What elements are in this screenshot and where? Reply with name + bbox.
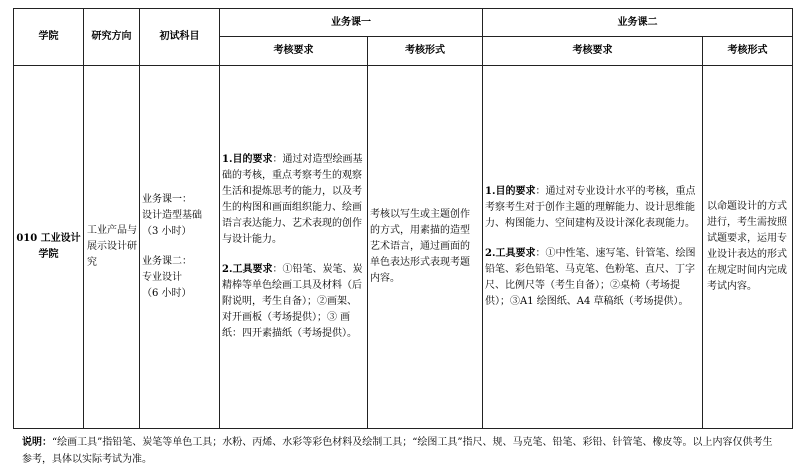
course1-tool-label: 2.工具要求: [222, 264, 273, 275]
header-course2-req: 考核要求: [483, 37, 703, 66]
header-course1-req: 考核要求: [220, 37, 368, 66]
course2-form-cell: 以命题设计的方式进行，考生需按照试题要求，运用专业设计表达的形式在规定时间内完成考试内容。: [703, 66, 793, 429]
exam1-name: 设计造型基础: [142, 210, 202, 221]
header-direction: 研究方向: [84, 9, 140, 66]
exam2-title: 业务课二：: [142, 256, 192, 267]
course1-goal-label: 1.目的要求: [222, 154, 273, 165]
exam2: [142, 254, 217, 302]
exam1-title: 业务课一：: [142, 194, 192, 205]
course1-tool-text: ：①铅笔、炭笔、炭精棒等单色绘画工具及材料（后附说明，考生自备）；②画架、对开画板（考场提供）；③ 画纸：四开素描纸（考场提供）。: [222, 264, 363, 339]
course1-form-cell: 考核以写生或主题创作的方式，用素描的造型艺术语言，通过画面的单色表达形式表现考题内容。: [368, 66, 483, 429]
course2-tool-label: 2.工具要求: [485, 248, 536, 259]
header-course1: 业务课一: [220, 9, 483, 37]
header-course2: 业务课二: [483, 9, 793, 37]
footnote-text: “绘画工具”指铅笔、炭笔等单色工具；水粉、丙烯、水彩等彩色材料及绘制工具；“绘图工具”指尺、规、马克笔、铅笔、彩铅、针管笔、橡皮等。以上内容仅供考生参考，具体以实际考试为准。: [22, 437, 773, 465]
course2-goal: [485, 184, 698, 232]
course2-req-cell: [483, 66, 703, 429]
footnote: [22, 434, 782, 468]
direction-cell: 工业产品与展示设计研究: [84, 66, 140, 429]
header-college: 学院: [14, 9, 84, 66]
course1-req-cell: [220, 66, 368, 429]
exam1-time: （3 小时）: [142, 226, 192, 237]
course2-goal-text: ：通过对专业设计水平的考核，重点考察考生对于创作主题的理解能力、设计思维能力、构图能力、空间建构及设计深化表现能力。: [485, 186, 696, 229]
course1-tool: [222, 262, 363, 342]
header-course1-form: 考核形式: [368, 37, 483, 66]
header-first-exam: 初试科目: [140, 9, 220, 66]
table-row: [14, 66, 793, 429]
header-course2-form: 考核形式: [703, 37, 793, 66]
course2-goal-label: 1.目的要求: [485, 186, 536, 197]
exam1: [142, 192, 217, 240]
first-exam-cell: [140, 66, 220, 429]
college-cell: 010 工业设计学院: [14, 66, 84, 429]
footnote-label: 说明：: [22, 437, 52, 448]
exam2-time: （6 小时）: [142, 288, 192, 299]
exam-table: [13, 8, 793, 429]
course1-goal: [222, 152, 363, 248]
course1-goal-text: ：通过对造型绘画基础的考核，重点考察考生的观察生活和提炼思考的能力，以及考生的构图和画面组织能力、绘画语言表达能力、艺术表现的创作与设计能力。: [222, 154, 363, 245]
course2-tool-text: ：①中性笔、速写笔、针管笔、绘图铅笔、彩色铅笔、马克笔、色粉笔、直尺、丁字尺、比例尺等（考生自备）；②桌椅（考场提供）；③A1 绘图纸、A4 草稿纸（考场提供）。: [485, 248, 696, 307]
exam2-name: 专业设计: [142, 272, 182, 283]
course2-tool: [485, 246, 698, 310]
